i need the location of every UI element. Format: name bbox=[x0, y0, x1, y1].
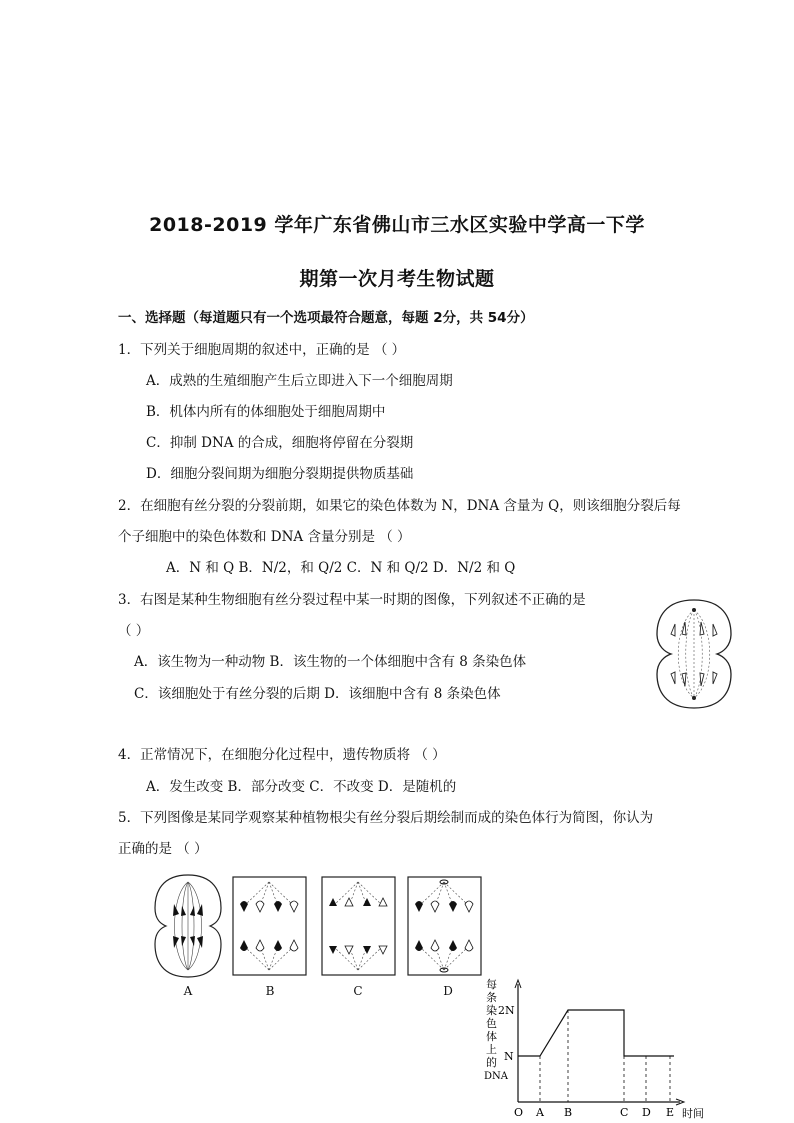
q1-option-d: D．细胞分裂间期为细胞分裂期提供物质基础 bbox=[146, 466, 414, 482]
graph-ylabel-7: 的 bbox=[486, 1056, 497, 1069]
q2-stem-line2: 个子细胞中的染色体数和 DNA 含量分别是 （ ） bbox=[118, 529, 411, 545]
q5-figure-d bbox=[407, 876, 482, 976]
q5-stem-line1: 5．下列图像是某同学观察某种植物根尖有丝分裂后期绘制而成的染色体行为简图，你认为 bbox=[118, 810, 654, 826]
q1-option-b: B．机体内所有的体细胞处于细胞周期中 bbox=[146, 404, 386, 420]
graph-ylabel-5: 体 bbox=[486, 1030, 497, 1043]
graph-xtick-e: E bbox=[666, 1106, 675, 1119]
graph-ylabel-8: DNA bbox=[484, 1071, 508, 1082]
q5-figure-label-c: C bbox=[353, 984, 363, 998]
q3-options-row1: A．该生物为一种动物 B．该生物的一个体细胞中含有 8 条染色体 bbox=[134, 654, 527, 670]
doc-title-line2: 期第一次月考生物试题 bbox=[299, 268, 495, 290]
graph-ylabel-2: 条 bbox=[486, 991, 497, 1004]
q3-stem-line1: 3．右图是某种生物细胞有丝分裂过程中某一时期的图像，下列叙述不正确的是 bbox=[118, 592, 586, 608]
q5-figure-b bbox=[232, 876, 307, 976]
q5-figure-c bbox=[321, 876, 396, 976]
graph-ytick-2n: 2N bbox=[498, 1004, 515, 1017]
q1-option-c: C．抑制 DNA 的合成，细胞将停留在分裂期 bbox=[146, 435, 414, 451]
q1-stem: 1．下列关于细胞周期的叙述中，正确的是 （ ） bbox=[118, 342, 406, 358]
q4-options: A．发生改变 B．部分改变 C．不改变 D．是随机的 bbox=[146, 779, 457, 795]
doc-title-line1: 2018-2019 学年广东省佛山市三水区实验中学高一下学 bbox=[149, 214, 645, 236]
graph-xtick-o: O bbox=[514, 1106, 524, 1119]
q5-figure-a bbox=[152, 872, 224, 980]
q3-cell-figure bbox=[653, 596, 735, 712]
q5-stem-line2: 正确的是 （ ） bbox=[118, 841, 208, 857]
q5-figure-label-d: D bbox=[443, 984, 453, 998]
q1-option-a: A．成熟的生殖细胞产生后立即进入下一个细胞周期 bbox=[146, 373, 453, 389]
q4-stem: 4．正常情况下，在细胞分化过程中，遗传物质将 （ ） bbox=[118, 747, 446, 763]
graph-ylabel-1: 每 bbox=[486, 978, 497, 991]
graph-xtick-b: B bbox=[564, 1106, 573, 1119]
dna-content-graph bbox=[482, 974, 714, 1120]
graph-ylabel-6: 上 bbox=[486, 1043, 497, 1056]
graph-xtick-a: A bbox=[536, 1106, 544, 1119]
section-heading: 一、选择题（每道题只有一个选项最符合题意，每题 2分，共 54分） bbox=[118, 310, 534, 326]
q5-figure-label-b: B bbox=[265, 984, 275, 998]
graph-ylabel-4: 色 bbox=[486, 1017, 497, 1030]
q3-options-row2: C．该细胞处于有丝分裂的后期 D．该细胞中含有 8 条染色体 bbox=[134, 686, 501, 702]
graph-ytick-n: N bbox=[504, 1050, 514, 1063]
q3-stem-line2: （ ） bbox=[118, 623, 150, 639]
q5-figure-label-a: A bbox=[183, 984, 193, 998]
graph-xlabel: 时间 bbox=[682, 1107, 704, 1120]
graph-xtick-d: D bbox=[642, 1106, 651, 1119]
graph-xtick-c: C bbox=[620, 1106, 629, 1119]
graph-ylabel-3: 染 bbox=[486, 1004, 497, 1017]
q2-stem-line1: 2．在细胞有丝分裂的分裂前期，如果它的染色体数为 N，DNA 含量为 Q，则该细胞分裂后每 bbox=[118, 498, 681, 514]
q2-options: A．N 和 Q B．N/2，和 Q/2 C．N 和 Q/2 D．N/2 和 Q bbox=[166, 560, 516, 576]
